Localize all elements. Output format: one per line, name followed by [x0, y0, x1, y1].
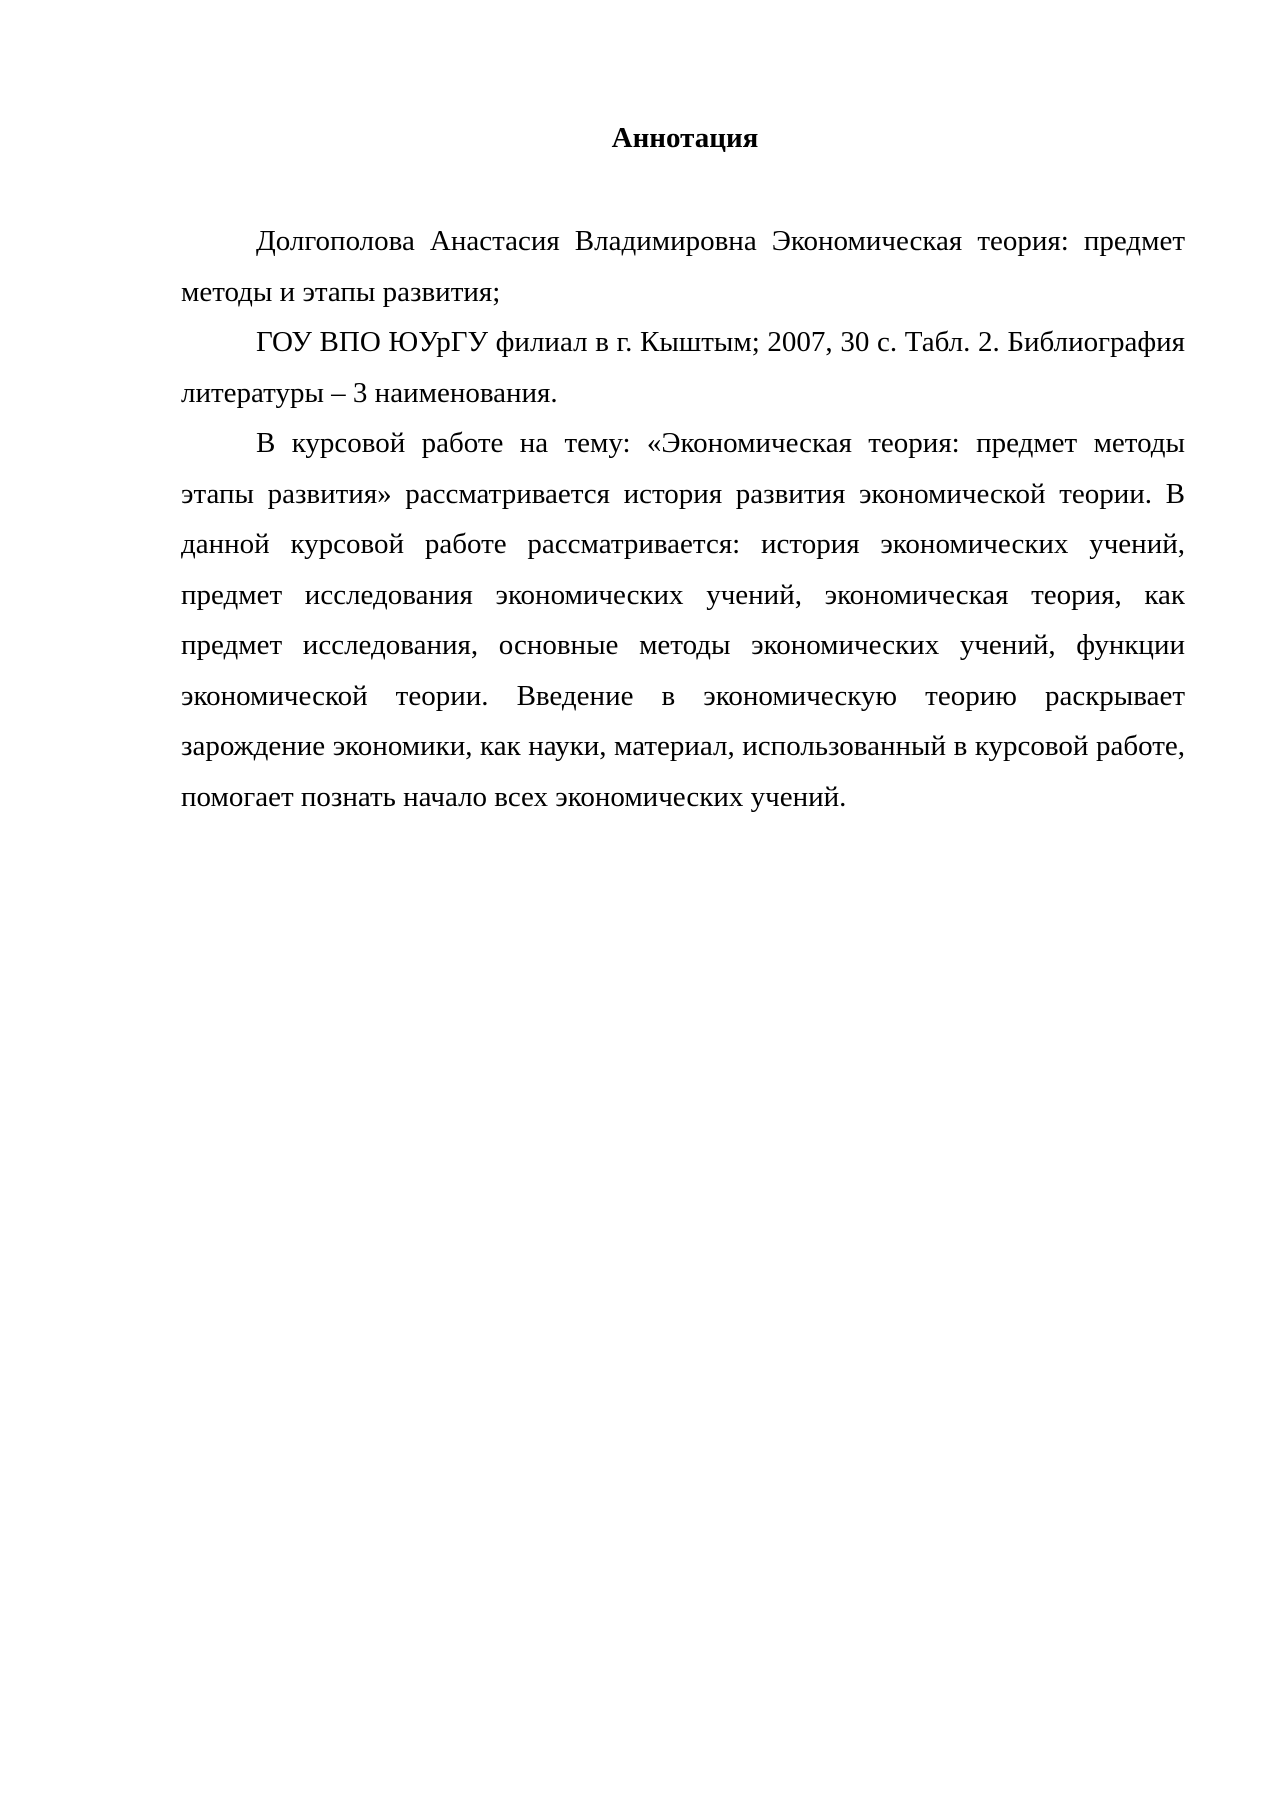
publication-paragraph: ГОУ ВПО ЮУрГУ филиал в г. Кыштым; 2007, 30 с. Табл. 2. Библиография литературы – 3 наименования. — [181, 326, 1185, 409]
annotation-body — [181, 216, 1185, 822]
author-paragraph: Долгополова Анастасия Владимировна Экономическая теория: предмет методы и этапы развития; — [181, 225, 1185, 308]
page-title: Аннотация — [611, 122, 759, 154]
summary-paragraph: В курсовой работе на тему: «Экономическая теория: предмет методы этапы развития» рассматривается история развития экономической теории. В данной курсовой работе рассматривается: история экономических учений, предмет исследования экономических учений, экономическая теория, как предмет исследования, основные методы экономических учений, функции экономической теории. Введение в экономическую теорию раскрывает зарождение экономики, как науки, материал, использованный в курсовой работе, помогает познать начало всех экономических учений. — [181, 427, 1185, 813]
